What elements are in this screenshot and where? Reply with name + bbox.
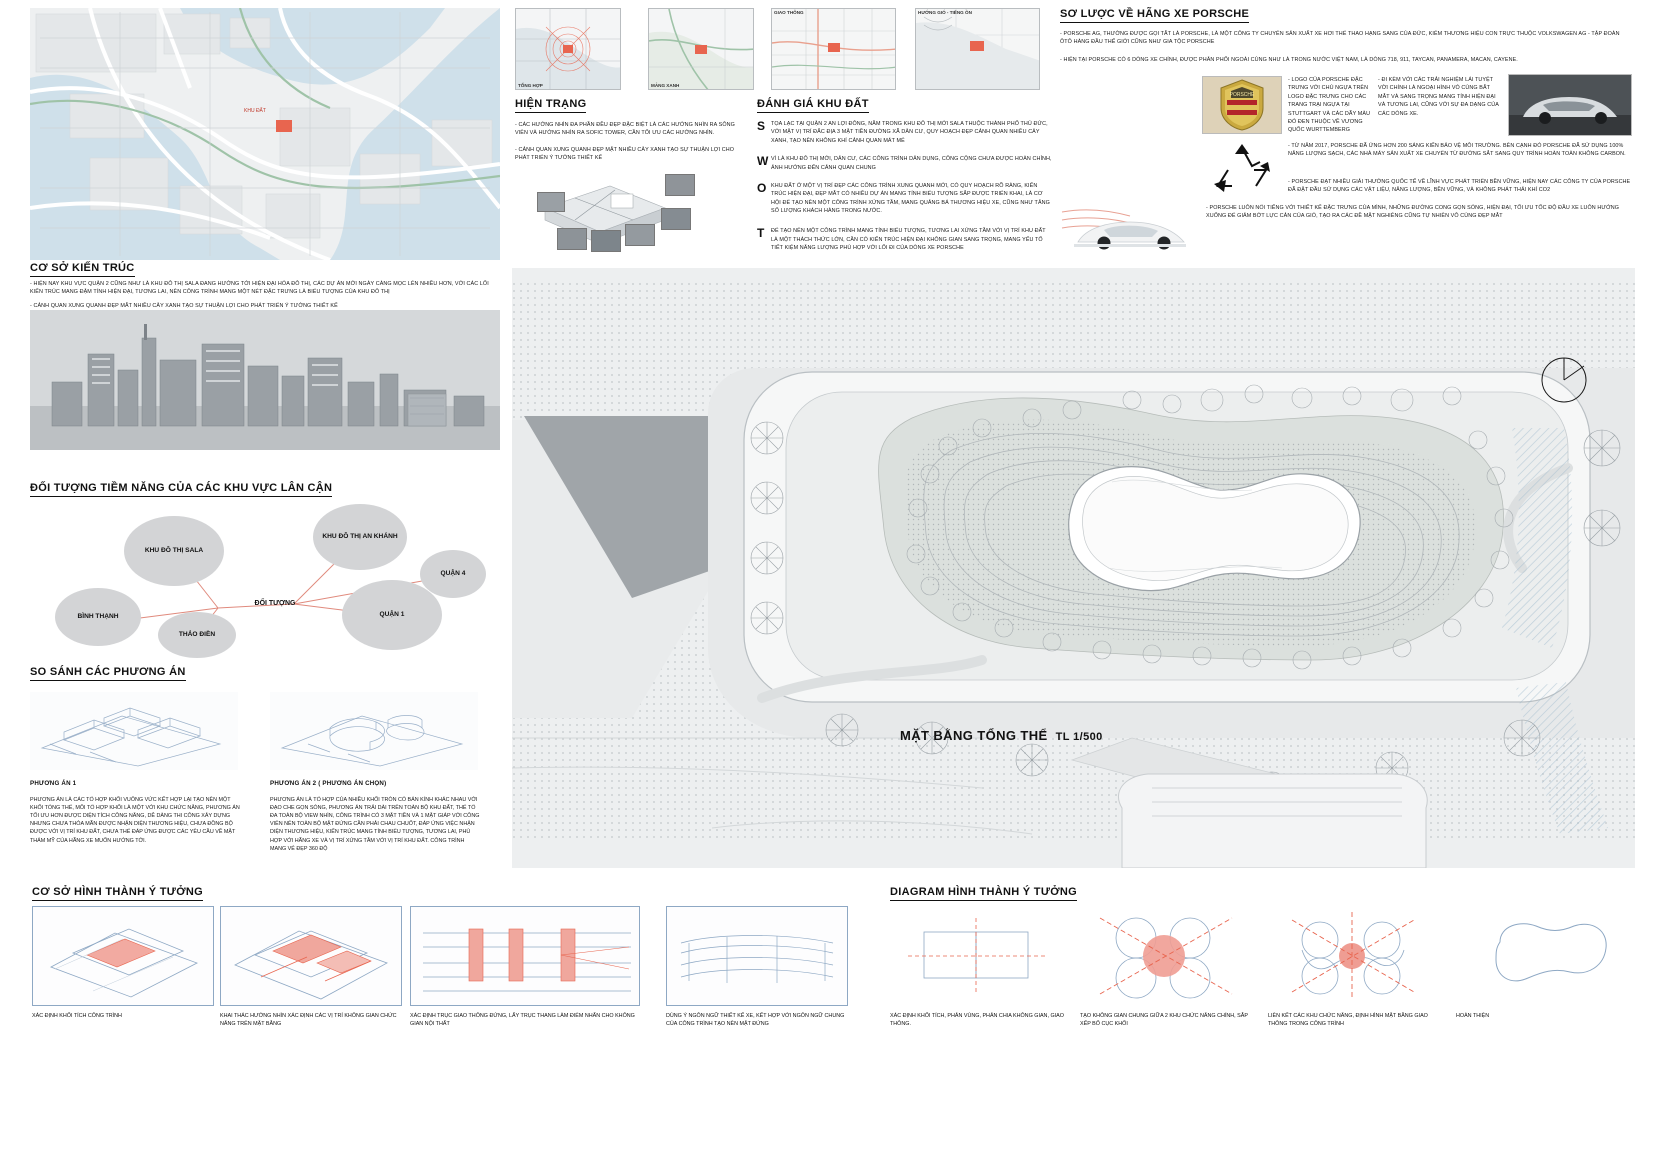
doi-tuong-title: ĐỐI TƯỢNG TIỀM NĂNG CỦA CÁC KHU VỰC LÂN CẬN	[30, 482, 332, 497]
hien-trang-section	[515, 8, 740, 266]
bubble-label: THẢO ĐIỀN	[178, 630, 216, 638]
swot-row-t	[757, 227, 1052, 252]
doi-tuong-center-label: ĐỐI TƯỢNG	[254, 599, 296, 607]
csht-image-4	[666, 906, 848, 1006]
porsche-logo-image	[1202, 76, 1282, 134]
porsche-bullet-1: - PORSCHE AG, THƯỜNG ĐƯỢC GỌI TẮT LÀ PORSCHE, LÀ MỘT CÔNG TY CHUYÊN SẢN XUẤT XE HƠI THỂ THAO HẠNG SANG CỦA ĐỨC, KIÊM THƯƠNG HIỆU CON TRỰC THUỘC VOLKSWAGEN AG - TẬP ĐOÀN ÔTÔ HÀNG ĐẦU THẾ GIỚI CŨNG NHƯ GIA TỘC PORSCHE	[1060, 31, 1620, 46]
recycle-icon	[1202, 140, 1282, 192]
diagram-caption-1: XÁC ĐỊNH KHỐI TÍCH, PHÂN VÙNG, PHÂN CHIA KHÔNG GIAN, GIAO THÔNG.	[890, 1013, 1064, 1028]
diagram-caption-3: LIÊN KẾT CÁC KHU CHỨC NĂNG, ĐỊNH HÌNH MẶT BẰNG GIAO THÔNG TRONG CÔNG TRÌNH	[1268, 1013, 1428, 1028]
bubble-thao-dien	[158, 612, 236, 658]
thumb-giao-thong	[771, 8, 896, 90]
porsche-bullet-2: - HIỆN TẠI PORSCHE CÓ 6 DÒNG XE CHÍNH, ĐƯỢC PHÂN PHỐI NGOÀI CÙNG NHƯ LÀ TRONG NƯỚC VIỆT NAM, LÀ DÒNG 718, 911, TAYCAN, PANAMERA, MACAN, CAYENE.	[1060, 57, 1518, 63]
hien-trang-axon	[515, 168, 740, 266]
site-context-map	[30, 8, 500, 260]
hien-trang-bullet-1: - CÁC HƯỚNG NHÌN ĐA PHẦN ĐỀU ĐẸP ĐẶC BIỆT LÀ CÁC HƯỚNG NHÌN RA SÔNG VIÊN VÀ HƯỚNG NHÌN RA SOFIC TOWER, CẦN TỐI ƯU CÁC HƯỚNG NHÌN.	[515, 122, 735, 137]
cskt-bullet-2: - CẢNH QUAN XUNG QUANH ĐẸP MẮT NHIỀU CÂY XANH TẠO SỰ THUẬN LỢI CHO PHÁT TRIỂN Ý TƯỞNG THIẾT KẾ	[30, 303, 338, 309]
bubble-label: QUẬN 1	[379, 610, 405, 618]
phuong-an-1-image	[30, 692, 238, 770]
diagram-image-2	[1080, 906, 1256, 1006]
porsche-note-1: - LOGO CỦA PORSCHE ĐẶC TRƯNG VỚI CHÚ NGỰA TRÊN LOGO ĐẶC TRƯNG CHO CÁC TRANG TRẠI NGỰA TẠI STUTTGART VÀ CÁC DÃY MÀU ĐỎ ĐEN THUỘC VỀ VƯƠNG QUỐC WURTTEMBERG	[1288, 77, 1371, 134]
porsche-section	[1060, 8, 1635, 266]
plan-scale: TL 1/500	[1055, 731, 1103, 743]
csht-caption-1: XÁC ĐỊNH KHỐI TÍCH CÔNG TRÌNH	[32, 1013, 122, 1019]
site-plan-drawing	[512, 268, 1635, 868]
thumb-tong-hop	[515, 8, 621, 90]
thumb-label-giao-thong: GIAO THÔNG	[774, 10, 804, 15]
phuong-an-2-image	[270, 692, 478, 770]
co-so-kien-truc-title: CƠ SỞ KIẾN TRÚC	[30, 262, 135, 277]
danh-gia-title: ĐÁNH GIÁ KHU ĐẤT	[757, 98, 869, 113]
doi-tuong-section	[30, 482, 500, 662]
swot-text-o: KHU ĐẤT Ở MỘT VỊ TRÍ ĐẸP CÁC CÔNG TRÌNH XUNG QUANH MỚI, CÓ QUY HOẠCH RÕ RÀNG, KIẾN TRÚC HIỆN ĐẠI, ĐẸP MẮT CÓ NHIỀU DỰ ÁN MANG TÍNH BIỂU TƯỢNG SẮP ĐƯỢC TRIỂN KHAI, LÀ CƠ HỘI ĐỂ TẠO NÊN MỘT CÔNG TRÌNH XỨNG TẦM, MANG QUẢNG BÁ THƯƠNG HIỆU XE, CŨNG NHƯ TĂNG SỐ LƯỢNG KHÁCH HÀNG TRONG NƯỚC.	[771, 182, 1050, 214]
thumb-label-huong-gio: HƯỚNG GIÓ - TIẾNG ỒN	[918, 10, 972, 15]
svg-text:KHU ĐẤT: KHU ĐẤT	[244, 108, 266, 114]
plan-title-text: MẶT BẰNG TỔNG THỂ	[900, 728, 1048, 743]
bubble-label: KHU ĐÔ THỊ AN KHÁNH	[322, 532, 398, 540]
hien-trang-title: HIỆN TRẠNG	[515, 98, 586, 113]
swot-text-s: TỌA LẠC TẠI QUẬN 2 AN LỢI ĐÔNG, NẰM TRONG KHU ĐÔ THỊ MỚI SALA THUỘC THÀNH PHỐ THỦ ĐỨC, VỚI MẶT VỊ TRÍ ĐẮC ĐỊA 3 MẶT TIỀN ĐƯỜNG XÃ DÂN CƯ, QUY HOẠCH ĐẸP CẢNH QUAN NHIỀU CÂY XANH, TẠO NÊN KHÔNG KHÍ CẢNH QUAN MÁT MẺ	[771, 121, 1048, 144]
co-so-kien-truc-section	[30, 262, 500, 487]
csht-image-1	[32, 906, 214, 1006]
hien-trang-bullet-2: - CẢNH QUAN XUNG QUANH ĐẸP MẶT NHIỀU CÂY XANH TẠO SỰ THUẬN LỢI CHO PHÁT TRIỂN Ý TƯỞNG THIẾT KẾ	[515, 147, 735, 162]
phuong-an-2-name: PHƯƠNG ÁN 2 ( PHƯƠNG ÁN CHỌN)	[270, 780, 387, 787]
swot-row-w	[757, 155, 1052, 172]
bubble-an-khanh	[313, 504, 407, 570]
plan-title	[900, 728, 1103, 743]
bubble-sala	[124, 516, 224, 586]
bubble-label: BÌNH THẠNH	[77, 612, 119, 620]
phuong-an-1-text: PHƯƠNG ÁN LÀ CÁC TỔ HỢP KHỐI VUÔNG VỨC KẾT HỢP LẠI TẠO NÊN MỘT KHỐI TỔNG THỂ, MỖI TỔ HỢP KHỐI LÀ MỘT VỚI KHU CHỨC NĂNG, PHƯƠNG ÁN TỐI ƯU HƠN ĐƯỢC DIỆN TÍCH CÔNG NĂNG, DỄ DÀNG THI CÔNG XÂY DỰNG NHƯNG CHƯA THỎA MÃN ĐƯỢC NHẬN DIỆN THƯƠNG HIỆU, CHƯA ĐỒNG BỘ ĐƯỢC VỚI VỊ TRÍ KHU ĐẤT, CHƯA THỂ ĐÁP ỨNG ĐƯỢC CÁC YÊU CẦU VỀ MẶT THẨM MỸ CỦA HÃNG XE MUỐN HƯỚNG TỚI.	[30, 797, 240, 844]
diagram-caption-2: TẠO KHÔNG GIAN CHUNG GIỮA 2 KHU CHỨC NĂNG CHÍNH, SẮP XẾP BỐ CỤC KHỐI	[1080, 1013, 1248, 1028]
diagram-title: DIAGRAM HÌNH THÀNH Ý TƯỞNG	[890, 886, 1077, 901]
thumb-label-mang-xanh: MẢNG XANH	[651, 83, 680, 88]
csht-caption-4: DÙNG Ý NGÔN NGỮ THIẾT KẾ XE, KẾT HỢP VỚI NGÔN NGỮ CHUNG CỦA CÔNG TRÌNH TẠO NÊN MẶT ĐỨNG	[666, 1013, 845, 1028]
porsche-note-2: - ĐI KÈM VỚI CÁC TRẢI NGHIỆM LÁI TUYỆT VỜI CHÍNH LÀ NGOẠI HÌNH VỎ CÙNG BẮT MẮT VÀ SANG TRỌNG MANG TÍNH HIỆN ĐẠI VÀ TƯƠNG LAI, CŨNG VỚI SỰ ĐA DẠNG CỦA CÁC DÒNG XE.	[1378, 77, 1499, 117]
csht-image-2	[220, 906, 402, 1006]
bubble-binh-thanh	[55, 588, 141, 646]
swot-text-t: ĐỂ TẠO NÊN MỘT CÔNG TRÌNH MANG TÍNH BIỂU TƯỢNG, TƯƠNG LAI XỨNG TẦM VỚI VỊ TRÍ KHU ĐẤT LÀ MỘT THÁCH THỨC LỚN, CẦN CÓ KIẾN TRÚC HIỆN ĐẠI KHÔNG GIAN SANG TRỌNG, MANG YẾU TỐ TIẾT KIỆM NĂNG LƯỢNG PHÙ HỢP VỚI LỐI ĐI CỦA DÒNG XE PORSCHE	[771, 228, 1046, 252]
so-sanh-title: SO SÁNH CÁC PHƯƠNG ÁN	[30, 666, 186, 681]
porsche-car-photo-1	[1508, 74, 1632, 136]
swot-letter-t: T	[757, 226, 765, 241]
bubble-quan-1	[342, 580, 442, 650]
swot-letter-o: O	[757, 180, 767, 195]
diagram-caption-4: HOÀN THIỆN	[1456, 1013, 1490, 1019]
bubble-label: KHU ĐÔ THỊ SALA	[144, 546, 204, 554]
thumb-label-tong-hop: TỔNG HỢP	[518, 83, 543, 88]
porsche-note-4: - PORSCHE ĐẠT NHIỀU GIẢI THƯỞNG QUỐC TẾ VỀ LĨNH VỰC PHÁT TRIỂN BỀN VỮNG, HIỆN NAY CÁC CÔNG TY CỦA PORSCHE ĐÃ ĐẶT ĐẦU SỬ DỤNG CÁC VẬT LIỆU, NĂNG LƯỢNG, BỀN VỮNG, VÀ KHÔNG PHÁT THẢI KHÍ CO2	[1288, 179, 1631, 194]
co-so-hinh-thanh-title: CƠ SỞ HÌNH THÀNH Ý TƯỞNG	[32, 886, 203, 901]
diagram-image-3	[1268, 906, 1444, 1006]
csht-caption-2: KHAI THÁC HƯỚNG NHÌN XÁC ĐỊNH CÁC VỊ TRÍ KHÔNG GIAN CHỨC NĂNG TRÊN MẶT BẰNG	[220, 1013, 397, 1028]
phuong-an-2-text: PHƯƠNG ÁN LÀ TỔ HỢP CỦA NHIỀU KHỐI TRÒN CÓ BÁN KÍNH KHÁC NHAU VỚI ĐẠO CHE GỌN SÓNG, PHƯƠNG ÁN TRẢI DÀI TRÊN TOÀN BỘ KHU ĐẤT, THỂ TỔ ĐA TOÀN BỘ VIEW NHÌN, CÔNG TRÌNH CÓ 3 MẶT TIỀN VÀ 1 MẶT GIÁP VỚI CÔNG VIÊN NÊN TOÀN BỘ MẶT ĐỨNG CẦN PHẢI CHAU CHUỐT, ĐÁP ỨNG VIỆC NHẬN DIỆN THƯƠNG HIỆU, KIẾN TRÚC MANG TÍNH BIỂU TƯỢNG, TƯƠNG LAI, PHÙ HỢP VỚI HÃNG XE VÀ VỊ TRÍ XỨNG TẦM VỚI VỊ TRÍ KHU ĐẤT. CÔNG TRÌNH MANG VẺ ĐẸP 360 ĐỘ	[270, 797, 480, 852]
porsche-car-photo-2	[1060, 204, 1196, 256]
diagram-image-4	[1456, 906, 1632, 1006]
swot-row-s	[757, 120, 1052, 145]
skyline-image	[30, 310, 500, 450]
bubble-label: QUẬN 4	[440, 569, 466, 577]
phuong-an-1-name: PHƯƠNG ÁN 1	[30, 780, 77, 787]
svg-text:PORSCHE: PORSCHE	[1229, 92, 1255, 98]
so-sanh-section	[30, 666, 500, 866]
swot-row-o	[757, 182, 1052, 216]
danh-gia-khu-dat-section	[757, 8, 1052, 266]
csht-image-3	[410, 906, 640, 1006]
swot-text-w: VÌ LÀ KHU ĐÔ THỊ MỚI, DÂN CƯ, CÁC CÔNG TRÌNH DÂN DỤNG, CÔNG CỘNG CHƯA ĐƯỢC HOÀN CHỈNH, ẢNH HƯỞNG ĐẾN CẢNH QUAN CHUNG	[771, 156, 1052, 171]
cskt-bullet-1: - HIỆN NAY KHU VỰC QUẬN 2 CŨNG NHƯ LÀ KHU ĐÔ THỊ SALA ĐANG HƯỚNG TỚI HIỆN ĐẠI HÓA ĐÔ THỊ, CÁC DỰ ÁN MỚI NGÀY CÀNG MỌC LÊN NHIỀU HƠN, VỚI CÁC LỐI KIẾN TRÚC MANG ĐẬM TÍNH HIỆN ĐẠI, TƯƠNG LAI, NÊN CÔNG TRÌNH MANG MỘT NÉT ĐẶC TRƯNG LÀ BIỂU TƯỢNG CỦA KHU ĐÔ THỊ	[30, 281, 489, 296]
swot-list	[757, 120, 1052, 257]
swot-letter-s: S	[757, 119, 766, 133]
porsche-title: SƠ LƯỢC VỀ HÃNG XE PORSCHE	[1060, 8, 1249, 23]
diagram-image-1	[890, 906, 1066, 1006]
porsche-note-3: - TỪ NĂM 2017, PORSCHE ĐÃ ỨNG HƠN 200 SÁNG KIẾN BẢO VỆ MÔI TRƯỜNG. BÊN CẠNH ĐÓ PORSCHE ĐÃ SỬ DỤNG 100% NĂNG LƯỢNG SẠCH, CÁC NHÀ MÁY SẢN XUẤT XE CHUYỂN TỪ ĐƯỜNG SẮT SANG QUY TRÌNH HOÀN TOÀN KHÔNG CARBON.	[1288, 143, 1626, 158]
bottom-strips	[0, 880, 1660, 1161]
swot-letter-w: W	[757, 154, 769, 169]
csht-caption-3: XÁC ĐỊNH TRỤC GIAO THÔNG ĐỨNG, LẤY TRỤC THANG LÀM ĐIỂM NHẤN CHO KHÔNG GIAN NỘI THẤT	[410, 1013, 635, 1028]
thumb-huong-gio	[915, 8, 1040, 90]
thumb-mang-xanh	[648, 8, 754, 90]
porsche-note-5: - PORSCHE LUÔN NỔI TIẾNG VỚI THIẾT KẾ ĐẶC TRƯNG CỦA MÌNH, NHỮNG ĐƯỜNG CONG GỌN SÓNG, HIỆN ĐẠI, TỐI ƯU TỐC ĐỘ ĐẦU XE LUÔN HƯỚNG XUỐNG ĐỂ GIẢM BỚT LỰC CẢN CỦA GIÓ, TẠO RA CÁC ĐỀ MẶT NGHIÊNG CŨNG TỰ NHIÊN VÔ CÙNG ĐẸP MẮT	[1206, 205, 1620, 220]
bubble-quan-4	[420, 550, 486, 598]
